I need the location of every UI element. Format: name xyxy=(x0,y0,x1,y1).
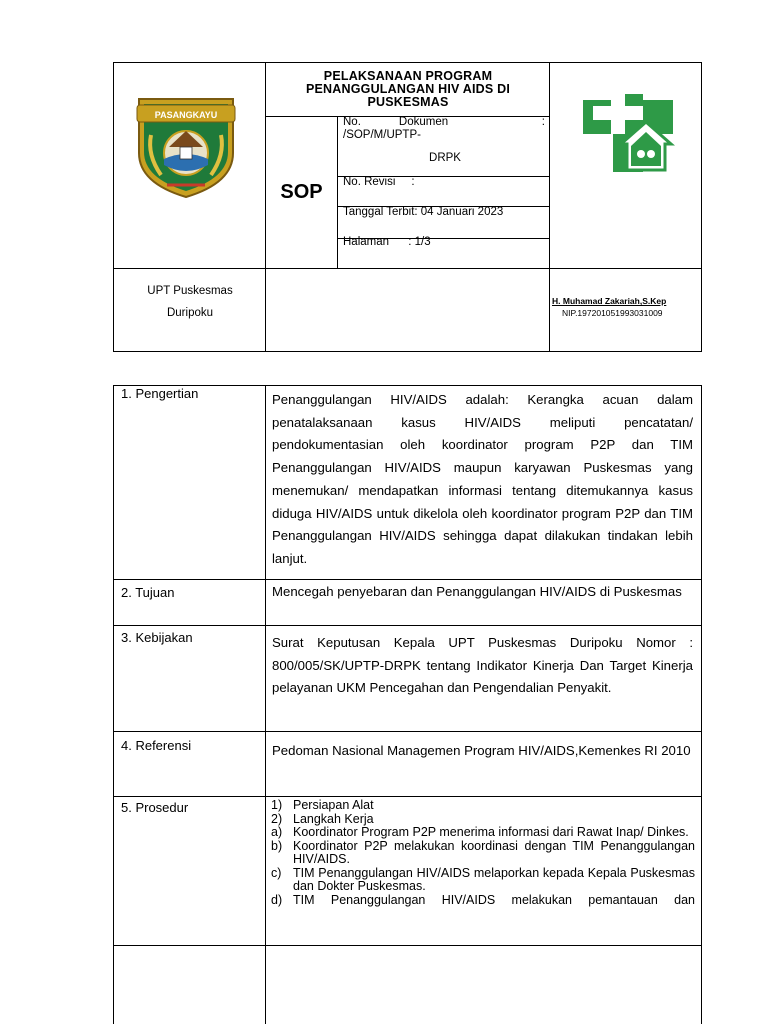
page-label: Halaman xyxy=(343,236,390,248)
organization-name xyxy=(114,268,266,352)
table-border-left xyxy=(113,385,114,1024)
document-title-line: PELAKSANAAN PROGRAM xyxy=(323,68,493,83)
revision-number: No. Revisi : xyxy=(343,176,415,188)
procedure-step-text: Koordinator P2P melakukan koordinasi dengan TIM Penanggulangan HIV/AIDS. xyxy=(293,838,695,866)
table-column-divider xyxy=(265,385,266,1024)
regency-emblem-logo xyxy=(133,95,239,199)
procedure-step-text: Langkah Kerja xyxy=(293,811,374,826)
section-label-prosedur: 5. Prosedur xyxy=(121,800,189,815)
document-title-line: PUSKESMAS xyxy=(367,94,449,109)
document-number xyxy=(343,116,547,165)
puskesmas-logo xyxy=(581,92,675,174)
section-label-referensi: 4. Referensi xyxy=(121,738,192,753)
table-border-right xyxy=(701,385,702,1024)
section-text-tujuan: Mencegah penyebaran dan Penanggulangan HIV/AIDS di Puskesmas xyxy=(272,584,682,599)
procedure-step-marker: 2) xyxy=(271,811,283,826)
organization-line: Duripoku xyxy=(166,307,214,319)
procedure-step-marker: c) xyxy=(271,865,282,880)
table-row-divider xyxy=(113,796,702,797)
procedure-step xyxy=(271,799,695,813)
doc-no-label: No. xyxy=(343,116,361,128)
doc-no-word: Dokumen xyxy=(398,116,449,128)
doc-no-value-suffix: DRPK xyxy=(429,152,461,164)
doc-no-value: /SOP/M/UPTP- xyxy=(343,129,421,141)
procedure-step-marker: d) xyxy=(271,892,283,907)
section-text-pengertian: Penanggulangan HIV/AIDS adalah: Kerangka acuan dalam penatalaksanaan kasus HIV/AIDS meliputi pencatatan/ pendokumentasian oleh koordinator program P2P dan TIM Penanggulangan HIV/AIDS maupun karyawan Puskesmas yang menemukan/ mendapatkan informasi tentang ditemukannya kasus diduga HIV/AIDS untuk dikelola oleh koordinator program P2P dan TIM Penanggulangan HIV/AIDS sehingga dapat dilakukan tindakan lebih lanjut. xyxy=(272,392,693,566)
page-value: : 1/3 xyxy=(408,236,431,248)
section-text-referensi: Pedoman Nasional Managemen Program HIV/AIDS,Kemenkes RI 2010 xyxy=(272,743,691,758)
procedure-step-marker: 1) xyxy=(271,798,283,812)
procedure-step-text: TIM Penanggulangan HIV/AIDS melaporkan kepada Kepala Puskesmas dan Dokter Puskesmas. xyxy=(293,865,695,893)
page-number xyxy=(343,236,431,249)
table-row-divider xyxy=(113,579,702,580)
signer-block xyxy=(552,296,700,319)
procedure-step-text: TIM Penanggulangan HIV/AIDS melakukan pemantauan dan xyxy=(293,892,695,907)
procedure-list xyxy=(271,799,695,907)
doc-no-colon: : xyxy=(541,116,545,128)
signer-name: H. Muhamad Zakariah,S.Kep xyxy=(552,296,667,306)
signer-nip: NIP.197201051993031009 xyxy=(562,308,663,318)
table-border-bottom xyxy=(113,945,702,946)
document-title xyxy=(266,62,550,116)
procedure-step xyxy=(271,826,695,840)
table-row-divider xyxy=(113,625,702,626)
table-border-top xyxy=(113,385,702,386)
sop-label: SOP xyxy=(280,180,323,203)
section-label-pengertian: 1. Pengertian xyxy=(121,386,199,401)
section-label-tujuan: 2. Tujuan xyxy=(121,585,175,600)
organization-line: UPT Puskesmas xyxy=(147,285,233,297)
procedure-step xyxy=(271,813,695,827)
procedure-step-text: Persiapan Alat xyxy=(293,798,374,812)
header-divider xyxy=(337,116,338,268)
emblem-banner-text: PASANGKAYU xyxy=(154,110,218,120)
procedure-step xyxy=(271,867,695,894)
procedure-step-text: Koordinator Program P2P menerima informasi dari Rawat Inap/ Dinkes. xyxy=(293,825,689,839)
table-row-divider xyxy=(113,731,702,732)
procedure-step xyxy=(271,840,695,867)
section-label-kebijakan: 3. Kebijakan xyxy=(121,630,193,645)
document-title-line: PENANGGULANGAN HIV AIDS DI xyxy=(305,81,511,96)
procedure-step xyxy=(271,894,695,908)
issue-date: Tanggal Terbit: 04 Januari 2023 xyxy=(343,206,504,218)
procedure-step-marker: a) xyxy=(271,825,283,839)
header-border-right xyxy=(701,62,702,352)
procedure-step-marker: b) xyxy=(271,838,283,853)
section-text-kebijakan: Surat Keputusan Kepala UPT Puskesmas Duripoku Nomor : 800/005/SK/UPTP-DRPK tentang Indikator Kinerja Dan Target Kinerja pelayanan UKM Pencegahan dan Pengendalian Penyakit. xyxy=(272,635,693,696)
